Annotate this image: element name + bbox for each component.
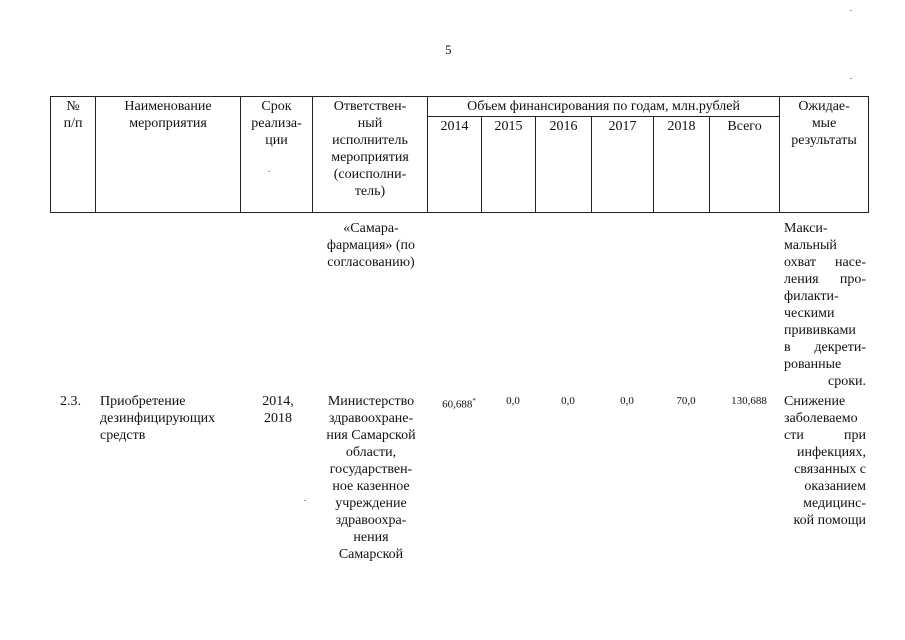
value-2018: 70,0 <box>676 395 696 407</box>
year-2014-header: 2014 <box>428 117 482 213</box>
scan-speck <box>850 78 852 79</box>
scan-speck <box>304 500 306 501</box>
total-header: Всего <box>710 117 780 213</box>
continuation-responsible: «Самара- фармация» (по согласованию) <box>326 221 416 270</box>
row-name: Приобретение дезинфицирующих средств <box>100 394 216 443</box>
col-term-header: Срок реализа- ции <box>241 97 313 213</box>
col-expected-header: Ожидае- мые результаты <box>780 97 869 213</box>
col-name-header: Наименование мероприятия <box>96 97 241 213</box>
value-2014: 60,688* <box>442 397 476 411</box>
year-2017-header: 2017 <box>592 117 654 213</box>
row-number: 2.3. <box>60 394 81 409</box>
table-header <box>50 96 869 213</box>
value-2016: 0,0 <box>561 395 575 407</box>
col-responsible-header: Ответствен- ный исполнитель мероприятия (соисполни- тель) <box>313 97 428 213</box>
year-2018-header: 2018 <box>654 117 710 213</box>
value-total: 130,688 <box>731 395 767 407</box>
continuation-result: Макси- мальный охват насе- ления про- филакти- ческими прививками в декрети- рованные сроки. <box>784 221 866 389</box>
page-number: 5 <box>445 42 452 57</box>
year-2016-header: 2016 <box>536 117 592 213</box>
value-2015: 0,0 <box>506 395 520 407</box>
row-responsible: Министерство здравоохране- ния Самарской области, государствен- ное казенное учреждение здравоохра- нения Самарской <box>326 394 416 562</box>
row-term: 2014, 2018 <box>262 394 294 426</box>
scan-speck <box>268 171 270 172</box>
value-2017: 0,0 <box>620 395 634 407</box>
col-number-header: № п/п <box>51 97 96 213</box>
footnote-mark: * <box>472 397 476 405</box>
scan-speck <box>850 10 852 11</box>
year-2015-header: 2015 <box>482 117 536 213</box>
row-result: Снижение заболеваемо сти при инфекциях, связанных с оказанием медицинс- кой помощи <box>784 394 866 528</box>
col-funding-header: Объем финансирования по годам, млн.рублей <box>428 97 780 117</box>
